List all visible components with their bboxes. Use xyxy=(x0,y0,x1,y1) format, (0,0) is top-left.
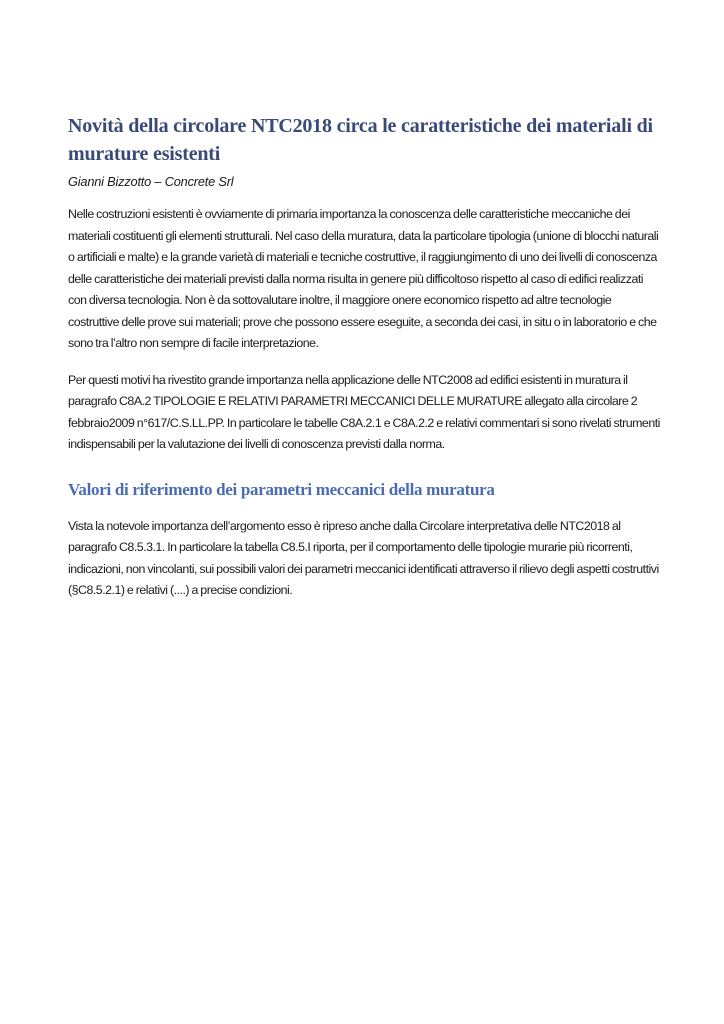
section-heading: Valori di riferimento dei parametri meccanici della muratura xyxy=(68,479,495,499)
author-line: Gianni Bizzotto – Concrete Srl xyxy=(68,174,234,189)
document-title: Novità della circolare NTC2018 circa le caratteristiche dei materiali di murature esistenti xyxy=(68,115,653,165)
paragraph-intro: Nelle costruzioni esistenti è ovviamente di primaria importanza la conoscenza delle caratteristiche meccaniche dei materiali costituenti gli elementi strutturali. Nel caso della muratura, data la particolare tipologia (unione di blocchi naturali o artificiali e malte) e la grande varietà di materiali e tecniche costruttive, il raggiungimento di uno dei livelli di conoscenza delle caratteristiche dei materiali previsti dalla norma risulta in genere più difficoltoso rispetto al caso di edifici realizzati con diversa tecnologia. Non è da sottovalutare inoltre, il maggiore onere economico rispetto ad altre tecnologie costruttive delle prove sui materiali; prove che possono essere eseguite, a seconda dei casi, in situ o in laboratorio e che sono tra l’altro non sempre di facile interpretazione. xyxy=(68,207,659,350)
paragraph-ntc2008: Per questi motivi ha rivestito grande importanza nella applicazione delle NTC2008 ad edifici esistenti in muratura il paragrafo C8A.2 TIPOLOGIE E RELATIVI PARAMETRI MECCANICI DELLE MURATURE allegato alla circolare 2 febbraio2009 n°617/C.S.LL.PP. In particolare le tabelle C8A.2.1 e C8A.2.2 e relativi commentari si sono rivelati strumenti indispensabili per la valutazione dei livelli di conoscenza previsti dalla norma. xyxy=(68,372,660,451)
paragraph-section-intro: Vista la notevole importanza dell’argomento esso è ripreso anche dalla Circolare interpretativa delle NTC2018 al paragrafo C8.5.3.1. In particolare la tabella C8.5.I riporta, per il comportamento delle tipologie murarie più ricorrenti, indicazioni, non vincolanti, sui possibili valori dei parametri meccanici identificati attraverso il rilievo degli aspetti costruttivi (§C8.5.2.1) e relativi (....) a precise condizioni. xyxy=(68,518,659,597)
document-content xyxy=(68,112,662,602)
